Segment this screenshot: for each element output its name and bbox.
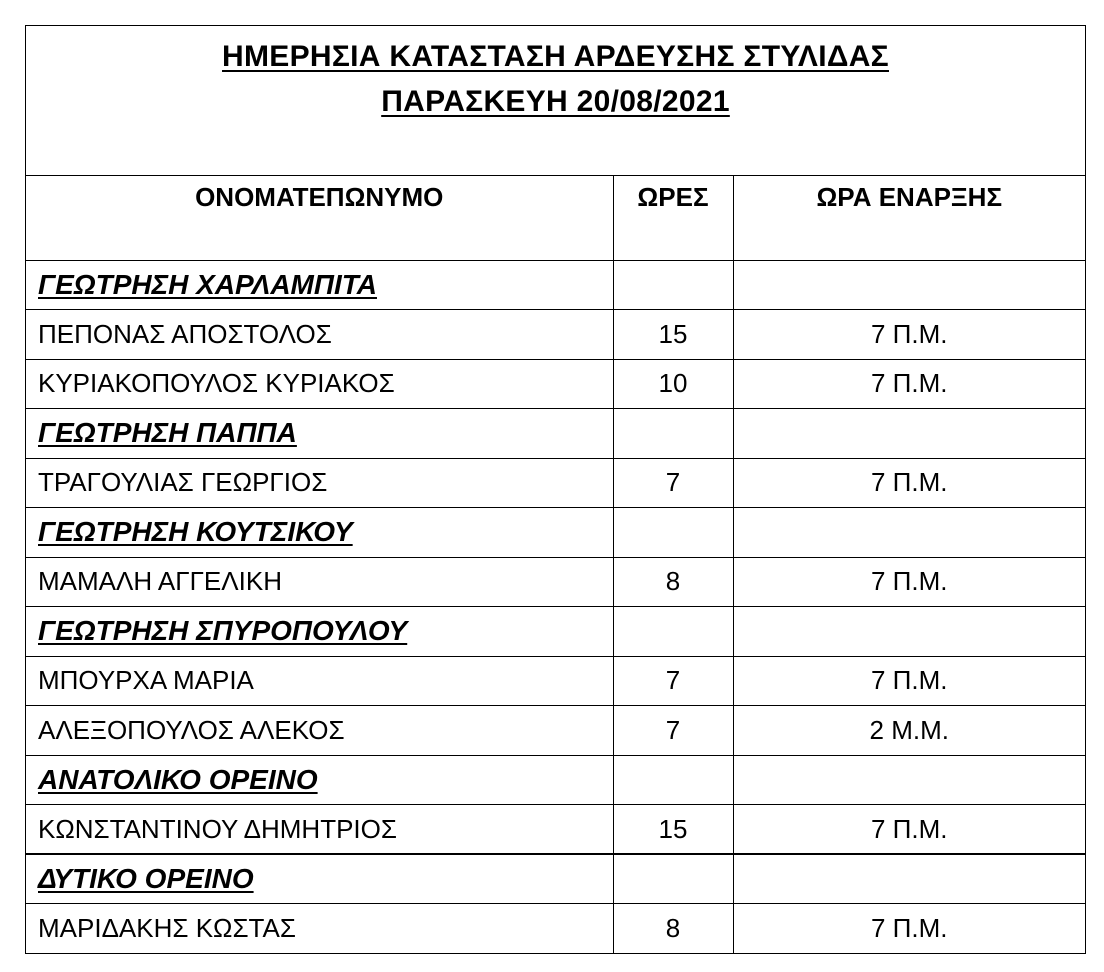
hours-cell: 7 bbox=[613, 656, 733, 706]
table-row bbox=[26, 310, 1085, 360]
group-title: ΓΕΩΤΡΗΣΗ ΚΟΥΤΣΙΚΟΥ bbox=[38, 516, 353, 548]
group-cell bbox=[26, 260, 613, 310]
table-row bbox=[26, 557, 1085, 607]
group-cell bbox=[26, 508, 613, 558]
hours-cell: 15 bbox=[613, 310, 733, 360]
start-time-cell: 2 Μ.Μ. bbox=[733, 706, 1085, 756]
schedule-table bbox=[26, 176, 1085, 953]
title-block bbox=[26, 26, 1085, 176]
table-row bbox=[26, 904, 1085, 954]
hours-cell: 8 bbox=[613, 904, 733, 954]
table-row bbox=[26, 805, 1085, 855]
group-row bbox=[26, 607, 1085, 657]
start-time-cell bbox=[733, 260, 1085, 310]
column-header-name: ΟΝΟΜΑΤΕΠΩΝΥΜΟ bbox=[26, 176, 613, 260]
hours-cell: 8 bbox=[613, 557, 733, 607]
irrigation-schedule-sheet bbox=[25, 25, 1086, 954]
start-time-cell: 7 Π.Μ. bbox=[733, 458, 1085, 508]
start-time-cell: 7 Π.Μ. bbox=[733, 805, 1085, 855]
hours-cell: 7 bbox=[613, 458, 733, 508]
name-cell: ΜΠΟΥΡΧΑ ΜΑΡΙΑ bbox=[26, 656, 613, 706]
start-time-cell: 7 Π.Μ. bbox=[733, 656, 1085, 706]
group-cell bbox=[26, 854, 613, 904]
name-cell: ΤΡΑΓΟΥΛΙΑΣ ΓΕΩΡΓΙΟΣ bbox=[26, 458, 613, 508]
group-title: ΑΝΑΤΟΛΙΚΟ ΟΡΕΙΝΟ bbox=[38, 763, 318, 795]
table-row bbox=[26, 458, 1085, 508]
group-cell bbox=[26, 607, 613, 657]
name-cell: ΠΕΠΟΝΑΣ ΑΠΟΣΤΟΛΟΣ bbox=[26, 310, 613, 360]
group-row bbox=[26, 854, 1085, 904]
start-time-cell bbox=[733, 508, 1085, 558]
start-time-cell bbox=[733, 854, 1085, 904]
group-row bbox=[26, 409, 1085, 459]
hours-cell bbox=[613, 260, 733, 310]
hours-cell bbox=[613, 854, 733, 904]
name-cell: ΑΛΕΞΟΠΟΥΛΟΣ ΑΛΕΚΟΣ bbox=[26, 706, 613, 756]
column-header-hours: ΩΡΕΣ bbox=[613, 176, 733, 260]
hours-cell bbox=[613, 755, 733, 805]
document-date: ΠΑΡΑΣΚΕΥΗ 20/08/2021 bbox=[381, 85, 730, 118]
start-time-cell bbox=[733, 409, 1085, 459]
group-title: ΓΕΩΤΡΗΣΗ ΧΑΡΛΑΜΠΙΤΑ bbox=[38, 268, 377, 300]
group-title: ΔΥΤΙΚΟ ΟΡΕΙΝΟ bbox=[38, 863, 254, 894]
group-cell bbox=[26, 409, 613, 459]
hours-cell: 10 bbox=[613, 359, 733, 409]
table-row bbox=[26, 706, 1085, 756]
start-time-cell bbox=[733, 755, 1085, 805]
group-row bbox=[26, 508, 1085, 558]
table-row bbox=[26, 656, 1085, 706]
table-header-row bbox=[26, 176, 1085, 260]
name-cell: ΚΥΡΙΑΚΟΠΟΥΛΟΣ ΚΥΡΙΑΚΟΣ bbox=[26, 359, 613, 409]
document-title: ΗΜΕΡΗΣΙΑ ΚΑΤΑΣΤΑΣΗ ΑΡΔΕΥΣΗΣ ΣΤΥΛΙΔΑΣ bbox=[222, 40, 889, 73]
hours-cell: 15 bbox=[613, 805, 733, 855]
start-time-cell: 7 Π.Μ. bbox=[870, 913, 948, 943]
start-time-cell: 7 Π.Μ. bbox=[733, 310, 1085, 360]
hours-cell bbox=[613, 508, 733, 558]
name-cell: ΜΑΡΙΔΑΚΗΣ ΚΩΣΤΑΣ bbox=[26, 904, 613, 954]
table-row bbox=[26, 359, 1085, 409]
table-body bbox=[26, 260, 1085, 953]
hours-cell bbox=[613, 607, 733, 657]
name-cell: ΜΑΜΑΛΗ ΑΓΓΕΛΙΚΗ bbox=[26, 557, 613, 607]
start-time-cell bbox=[733, 607, 1085, 657]
group-row bbox=[26, 260, 1085, 310]
group-title: ΓΕΩΤΡΗΣΗ ΠΑΠΠΑ bbox=[38, 417, 297, 449]
group-row bbox=[26, 755, 1085, 805]
start-time-cell: 7 Π.Μ. bbox=[733, 557, 1085, 607]
hours-cell bbox=[613, 409, 733, 459]
column-header-start-time: ΩΡΑ ΕΝΑΡΞΗΣ bbox=[733, 176, 1085, 260]
name-cell: ΚΩΝΣΤΑΝΤΙΝΟΥ ΔΗΜΗΤΡΙΟΣ bbox=[26, 805, 613, 855]
hours-cell: 7 bbox=[613, 706, 733, 756]
group-title: ΓΕΩΤΡΗΣΗ ΣΠΥΡΟΠΟΥΛΟΥ bbox=[38, 615, 408, 647]
start-time-cell: 7 Π.Μ. bbox=[733, 359, 1085, 409]
group-cell bbox=[26, 755, 613, 805]
